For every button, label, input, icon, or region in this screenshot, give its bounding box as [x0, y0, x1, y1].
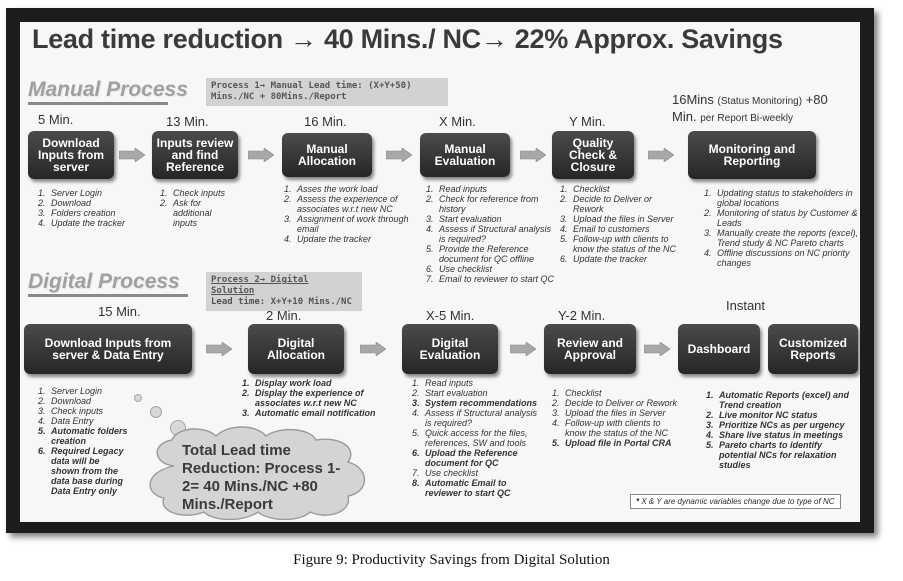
list-item: 5. Automatic folders creation — [48, 426, 144, 446]
manual-arrow-4 — [520, 148, 546, 162]
list-item: 1. Checklist — [570, 184, 678, 194]
list-item: 1. Read inputs — [422, 378, 542, 388]
manual-step-2-list — [148, 188, 258, 228]
dynamic-variables-footnote — [630, 494, 841, 509]
list-item: 5. Quick access for the files, references, SW and tools — [422, 428, 542, 448]
digital-step-4-time: Y-2 Min. — [558, 308, 606, 323]
list-item: 4. Offline discussions on NC priority changes — [714, 248, 860, 268]
list-item: 6. Required Legacy data will be shown from the data base during Data Entry only — [48, 446, 126, 496]
list-item: 3. Manually create the reports (excel), Trend study & NC Pareto charts — [714, 228, 860, 248]
list-item: 1. Read inputs — [436, 184, 558, 194]
list-item: 4. Update the tracker — [48, 218, 146, 228]
manual-step-6-time — [672, 92, 828, 126]
list-item: 1. Updating status to stakeholders in global locations — [714, 188, 860, 208]
list-item: 1. Check inputs — [170, 188, 258, 198]
manual-arrow-1 — [119, 148, 145, 162]
digital-step-3-box: Digital Evaluation — [402, 324, 498, 374]
manual-step-1-box: Download Inputs from server — [28, 131, 114, 179]
list-item: 1. Checklist — [562, 388, 684, 398]
digital-arrow-1 — [206, 342, 232, 356]
list-item: 1. Automatic Reports (excel) and Trend creation — [716, 390, 852, 410]
slide-frame — [6, 8, 874, 533]
list-item: 1. Server Login — [48, 188, 146, 198]
list-item: 2. Start evaluation — [422, 388, 542, 398]
digital-step-3-list — [400, 378, 542, 498]
digital-step-2-list — [230, 378, 392, 418]
list-item: 4. Update the tracker — [294, 234, 422, 244]
manual-arrow-2 — [248, 148, 274, 162]
customized-reports-box: Customized Reports — [768, 324, 858, 374]
manual-step-5-box: Quality Check & Closure — [552, 131, 634, 179]
list-item: 4. Follow-up with clients to know the status of the NC — [562, 418, 684, 438]
manual-step-6-time-value: 16Mins — [672, 92, 714, 107]
manual-step-2-time: 13 Min. — [166, 114, 209, 129]
list-item: 6. Update the tracker — [570, 254, 678, 264]
slide-title: Lead time reduction → 40 Mins./ NC→ 22% Approx. Savings — [32, 24, 783, 54]
list-item: 2. Check for reference from history — [436, 194, 558, 214]
manual-step-4-time: X Min. — [439, 114, 476, 129]
digital-step-2-box: Digital Allocation — [248, 324, 344, 374]
digital-process-note-line1: Process 2→ Digital Solution — [211, 275, 309, 296]
digital-step-3-time: X-5 Min. — [426, 308, 475, 323]
digital-arrow-3 — [510, 342, 536, 356]
manual-step-3-list — [272, 184, 422, 244]
manual-step-6-list — [692, 188, 860, 268]
digital-step-1-list — [26, 386, 144, 496]
list-item: 6. Upload the Reference document for QC — [422, 448, 542, 468]
manual-step-3-time: 16 Min. — [304, 114, 347, 129]
figure-caption: Figure 9: Productivity Savings from Digital Solution — [293, 552, 610, 568]
slide — [20, 22, 860, 522]
list-item: 4. Data Entry — [48, 416, 144, 426]
list-item: 3. Prioritize NCs as per urgency — [716, 420, 852, 430]
manual-step-6-time-extra: +80 — [805, 92, 828, 107]
list-item: 4. Assess if Structural analysis is required? — [436, 224, 558, 244]
list-item: 3. Upload the files in Server — [570, 214, 678, 224]
manual-step-4-box: Manual Evaluation — [420, 133, 510, 177]
digital-process-note-line2: Lead time: X+Y+10 Mins./NC — [211, 297, 352, 307]
digital-step-4-box: Review and Approval — [544, 324, 636, 374]
list-item: 3. Start evaluation — [436, 214, 558, 224]
manual-step-6-time-line2: Min. — [672, 109, 697, 124]
list-item: 3. Assignment of work through email — [294, 214, 422, 234]
manual-step-4-list — [414, 184, 558, 284]
manual-step-3-box: Manual Allocation — [282, 133, 372, 177]
manual-process-note: Process 1→ Manual Lead time: (X+Y+50) Mins./NC + 80Mins./Report — [206, 78, 448, 106]
digital-step-4-list — [540, 388, 684, 448]
list-item: 5. Pareto charts to identify potential NCs for relaxation studies — [716, 440, 852, 470]
list-item: 3. Folders creation — [48, 208, 146, 218]
list-item: 2. Monitoring of status by Customer & Leads — [714, 208, 860, 228]
list-item: 3. Upload the files in Server — [562, 408, 684, 418]
manual-step-6-box: Monitoring and Reporting — [688, 131, 816, 179]
list-item: 2. Display the experience of associates w.r.t new NC — [252, 388, 392, 408]
list-item: 2. Assess the experience of associates w.r.t new NC — [294, 194, 422, 214]
list-item: 3. Automatic email notification — [252, 408, 392, 418]
list-item: 7. Email to reviewer to start QC — [436, 274, 558, 284]
manual-arrow-5 — [648, 148, 674, 162]
manual-process-heading: Manual Process — [28, 78, 188, 101]
manual-step-5-time: Y Min. — [569, 114, 606, 129]
dashboard-box: Dashboard — [678, 324, 760, 374]
list-item: 5. Upload file in Portal CRA — [562, 438, 684, 448]
list-item: 7. Use checklist — [422, 468, 542, 478]
manual-step-6-time-line2-note: per Report Bi-weekly — [700, 113, 793, 124]
total-lead-time-reduction: Total Lead time Reduction: Process 1- 2= 40 Mins./NC +80 Mins./Report — [182, 442, 341, 513]
footnote-text: X & Y are dynamic variables change due to type of NC — [641, 497, 835, 506]
manual-heading-underline — [28, 102, 168, 105]
list-item: 1. Display work load — [252, 378, 392, 388]
list-item: 4. Email to customers — [570, 224, 678, 234]
list-item: 2. Ask for additional inputs — [170, 198, 230, 228]
list-item: 2. Live monitor NC status — [716, 410, 852, 420]
manual-step-1-time: 5 Min. — [38, 112, 74, 127]
digital-arrow-4 — [644, 342, 670, 356]
cloud-bubble-small — [134, 394, 142, 402]
digital-step-1-box: Download Inputs from server & Data Entry — [24, 324, 192, 374]
list-item: 5. Follow-up with clients to know the status of the NC — [570, 234, 678, 254]
list-item: 1. Server Login — [48, 386, 144, 396]
list-item: 2. Decide to Deliver or Rework — [570, 194, 678, 214]
manual-step-1-list — [26, 188, 146, 228]
list-item: 2. Download — [48, 396, 144, 406]
digital-step-1-time: 15 Min. — [98, 304, 141, 319]
cloud-bubble-medium — [150, 406, 162, 418]
list-item: 2. Decide to Deliver or Rework — [562, 398, 684, 408]
manual-arrow-3 — [386, 148, 412, 162]
footnote-star: * — [636, 497, 640, 506]
digital-step-5-list — [694, 390, 852, 470]
list-item: 1. Asses the work load — [294, 184, 422, 194]
digital-process-heading: Digital Process — [28, 270, 180, 293]
list-item: 5. Provide the Reference document for QC offline — [436, 244, 558, 264]
digital-step-2-time: 2 Min. — [266, 308, 302, 323]
manual-step-5-list — [548, 184, 678, 264]
list-item: 4. Assess if Structural analysis is required? — [422, 408, 542, 428]
digital-heading-underline — [28, 294, 188, 297]
list-item: 8. Automatic Email to reviewer to start QC — [422, 478, 542, 498]
manual-step-2-box: Inputs review and find Reference — [152, 131, 238, 179]
list-item: 6. Use checklist — [436, 264, 558, 274]
digital-arrow-2 — [360, 342, 386, 356]
manual-step-6-time-note: (Status Monitoring) — [717, 96, 803, 107]
list-item: 3. Check inputs — [48, 406, 144, 416]
list-item: 2. Download — [48, 198, 146, 208]
list-item: 4. Share live status in meetings — [716, 430, 852, 440]
digital-step-5-time: Instant — [726, 298, 766, 313]
list-item: 3. System recommendations — [422, 398, 542, 408]
digital-process-note — [206, 272, 362, 311]
